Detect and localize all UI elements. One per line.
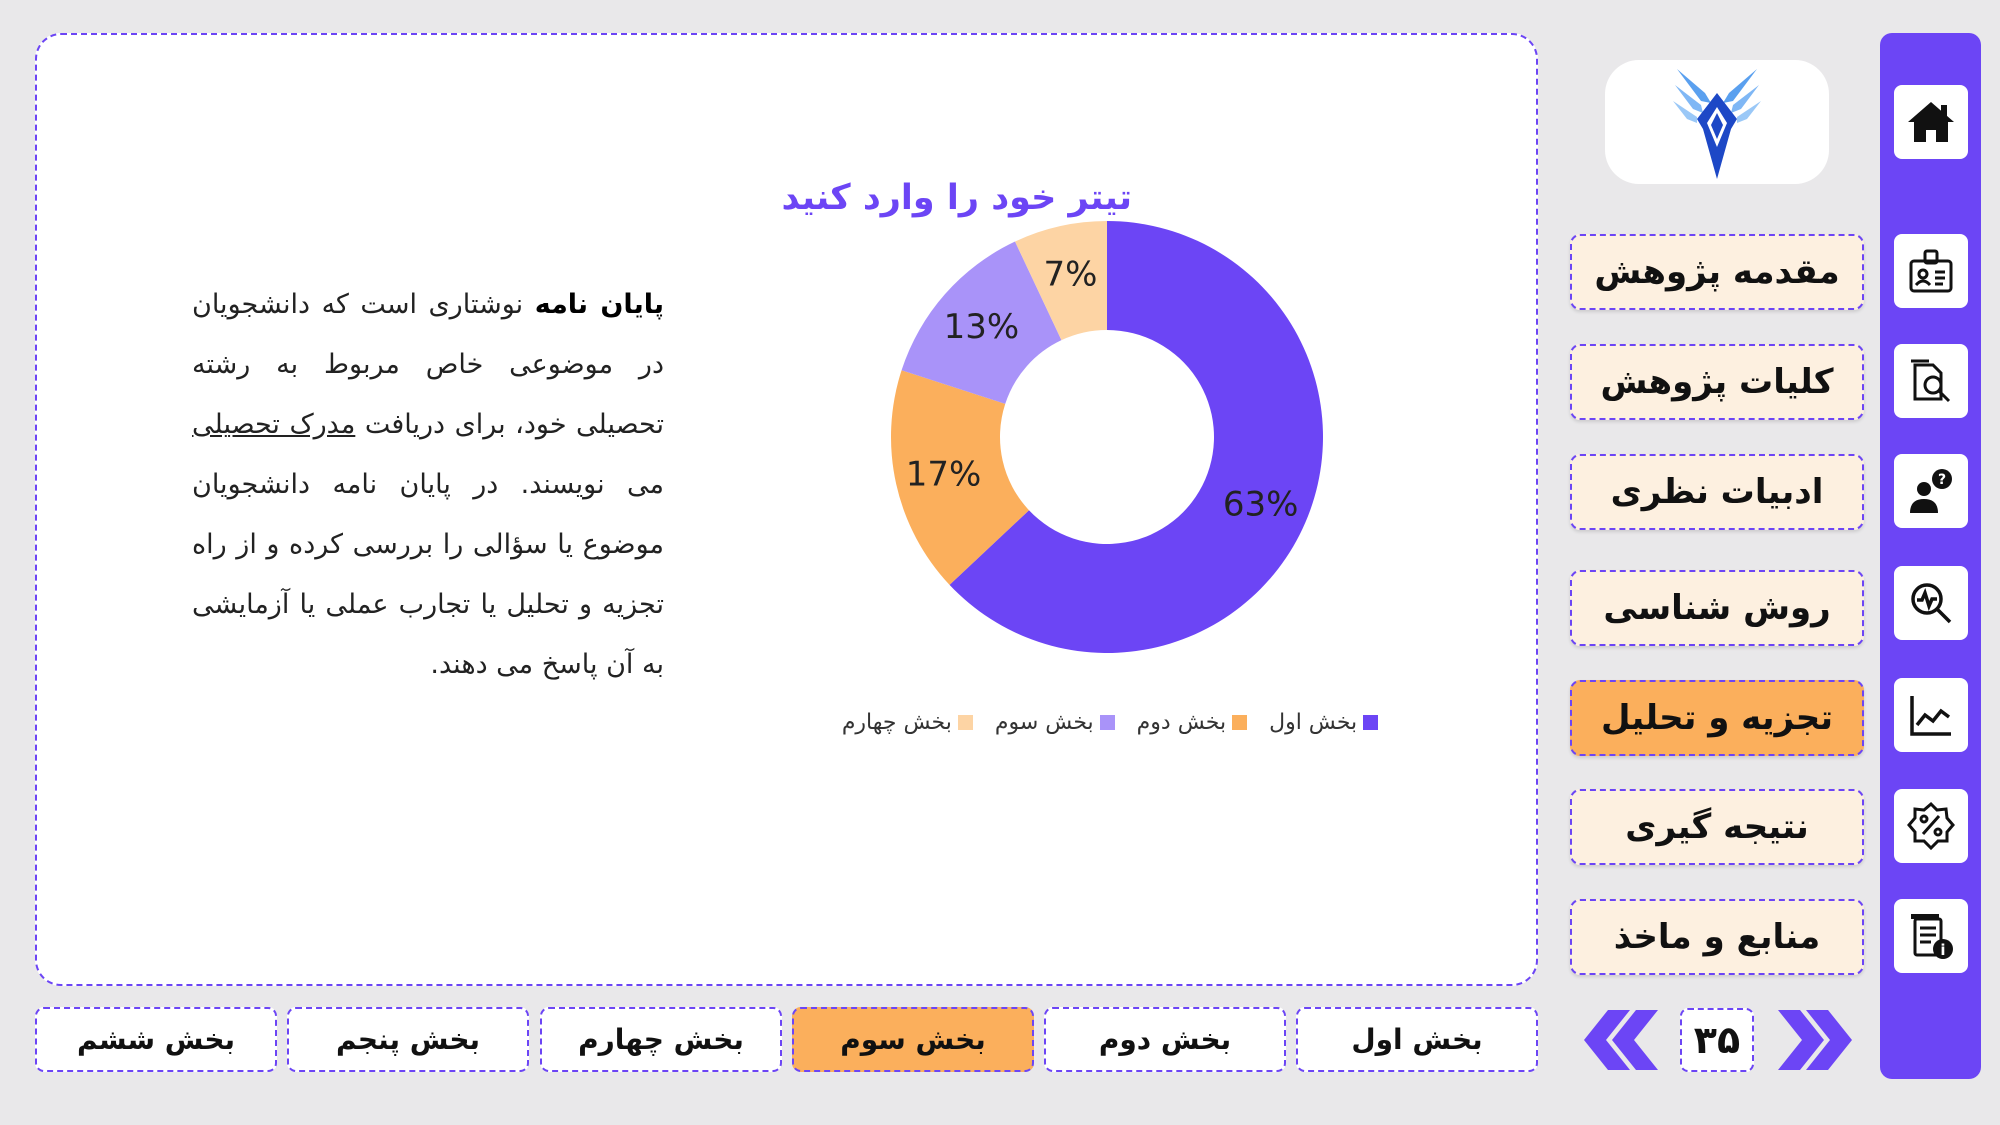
paragraph-underlined-term: مدرک تحصیلی (192, 409, 356, 440)
document-search-icon[interactable] (1894, 344, 1968, 418)
legend-item-4 (842, 710, 973, 735)
next-page-arrow-icon[interactable] (1774, 1008, 1852, 1072)
nav-button-analysis[interactable]: تجزیه و تحلیل (1570, 680, 1864, 756)
content-heading: تیتر خود را وارد کنید (781, 178, 1132, 218)
donut-label-3: 13% (943, 307, 1020, 348)
legend-item-1 (1269, 710, 1378, 735)
svg-text:i: i (1940, 941, 1946, 959)
donut-chart (860, 200, 1420, 760)
legend-swatch (958, 715, 973, 730)
sidebar-strip (1880, 33, 1981, 1079)
donut-label-1: 63% (1222, 484, 1299, 525)
percent-badge-icon[interactable] (1894, 789, 1968, 863)
pulse-search-icon[interactable] (1894, 566, 1968, 640)
content-paragraph (192, 275, 664, 695)
university-logo (1605, 60, 1829, 184)
page-number: ۳۵ (1680, 1008, 1754, 1072)
legend-swatch (1363, 715, 1378, 730)
legend-label: بخش دوم (1136, 710, 1227, 735)
nav-button-conclusion[interactable]: نتیجه گیری (1570, 789, 1864, 865)
home-icon[interactable] (1894, 85, 1968, 159)
legend-swatch (1100, 715, 1115, 730)
legend-label: بخش اول (1269, 710, 1358, 735)
nav-button-research-intro[interactable]: مقدمه پژوهش (1570, 234, 1864, 310)
nav-button-methodology[interactable]: روش شناسی (1570, 570, 1864, 646)
legend-label: بخش سوم (994, 710, 1094, 735)
chart-line-icon[interactable] (1894, 678, 1968, 752)
paragraph-text-2: می نویسند. در پایان نامه دانشجویان موضوع یا سؤالی را بررسی کرده و از راه تجزیه و تحلیل یا تجارب عملی یا آزمایشی به آن پاسخ می دهند. (192, 469, 664, 680)
tab-section-1[interactable]: بخش اول (1296, 1007, 1538, 1072)
tab-section-2[interactable]: بخش دوم (1044, 1007, 1286, 1072)
tab-section-6[interactable]: بخش ششم (35, 1007, 277, 1072)
user-question-icon[interactable] (1894, 454, 1968, 528)
document-info-icon[interactable] (1894, 899, 1968, 973)
donut-label-2: 17% (905, 454, 982, 495)
nav-button-references[interactable]: منابع و ماخذ (1570, 899, 1864, 975)
tab-section-4[interactable]: بخش چهارم (540, 1007, 782, 1072)
donut-label-4: 7% (1043, 254, 1098, 295)
legend-swatch (1232, 715, 1247, 730)
svg-text:?: ? (1937, 472, 1947, 488)
previous-page-arrow-icon[interactable] (1584, 1008, 1662, 1072)
legend-label: بخش چهارم (841, 710, 952, 735)
logo-emblem-icon (1671, 63, 1763, 181)
tab-section-5[interactable]: بخش پنجم (287, 1007, 529, 1072)
chart-legend (800, 710, 1420, 735)
paragraph-text-1: نوشتاری است که دانشجویان در موضوعی خاص مربوط به رشته تحصیلی خود، برای دریافت (192, 289, 664, 440)
nav-button-research-overview[interactable]: کلیات پژوهش (1570, 344, 1864, 420)
nav-button-literature[interactable]: ادبیات نظری (1570, 454, 1864, 530)
id-card-icon[interactable] (1894, 234, 1968, 308)
tab-section-3[interactable]: بخش سوم (792, 1007, 1034, 1072)
legend-item-2 (1137, 710, 1247, 735)
paragraph-bold-term: پایان نامه (534, 289, 664, 320)
legend-item-3 (995, 710, 1115, 735)
